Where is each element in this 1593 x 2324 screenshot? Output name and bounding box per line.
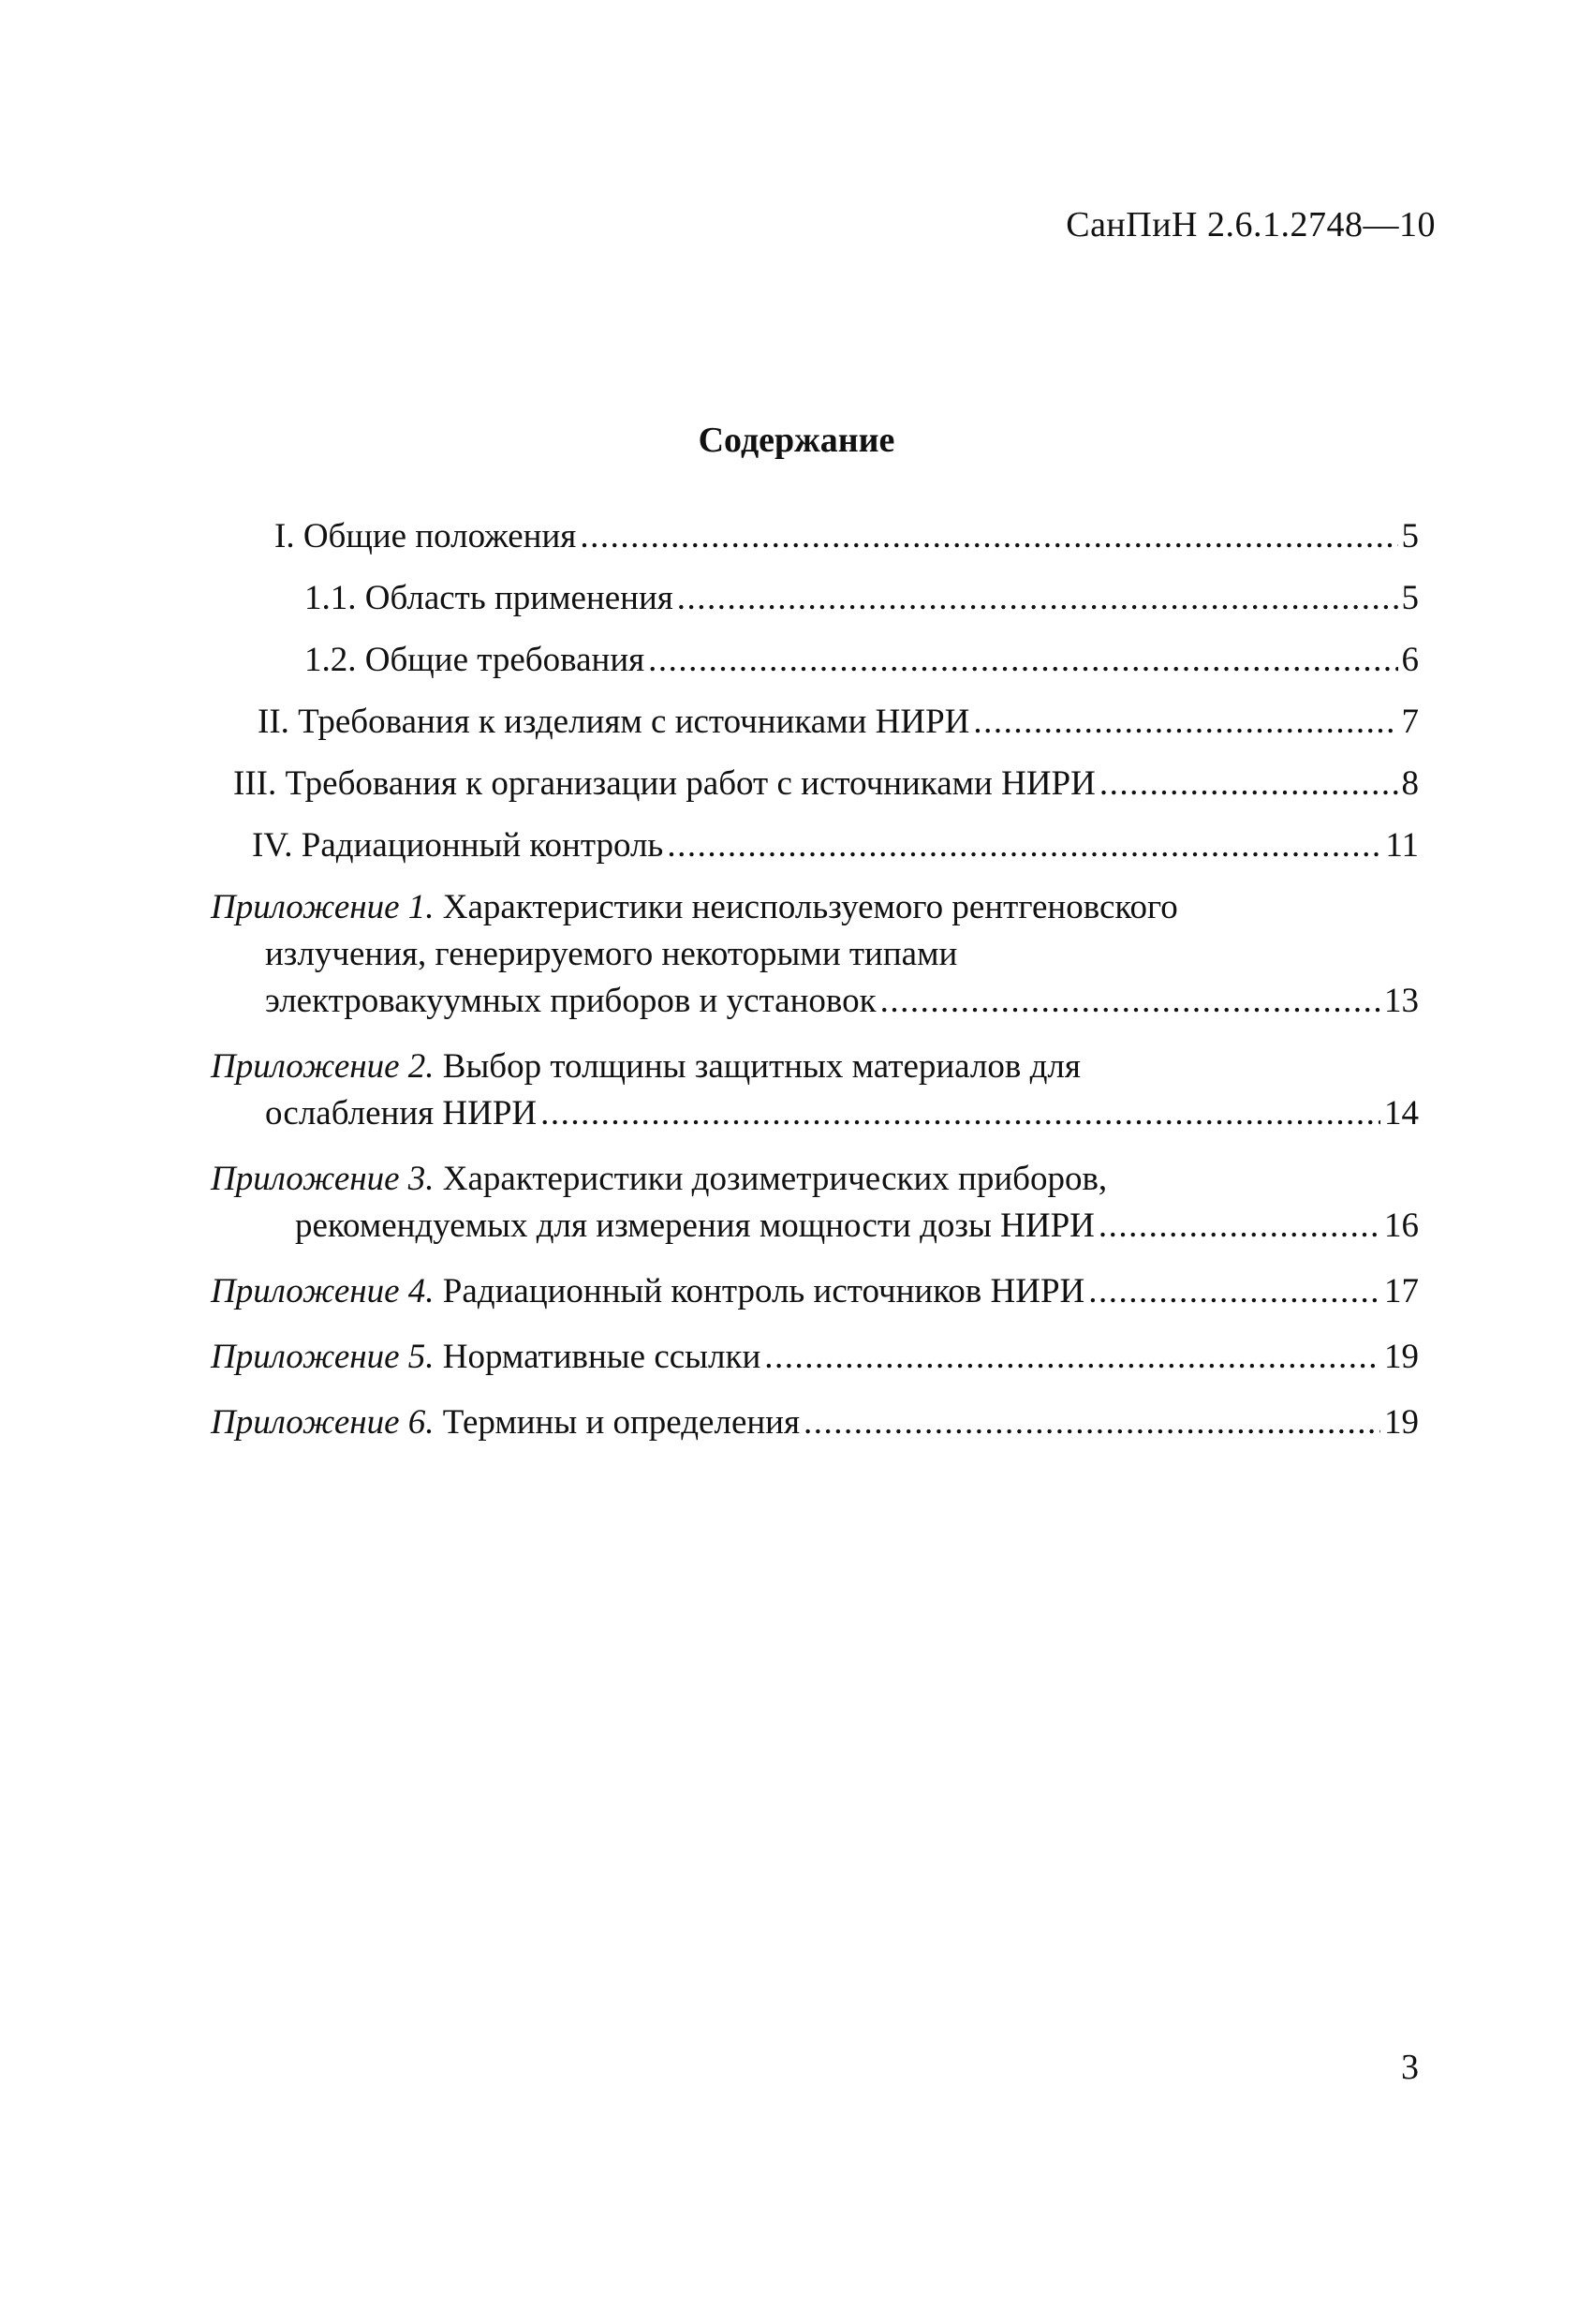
dot-leader [880, 978, 1380, 1025]
toc-entry-page: 14 [1384, 1094, 1419, 1132]
appendix-title-line: излучения, генерируемого некоторыми типами [265, 935, 958, 973]
toc-entry-page: 7 [1401, 703, 1419, 741]
toc-entry-page: 8 [1401, 764, 1419, 803]
toc-entry-page: 19 [1384, 1338, 1419, 1376]
appendix-prefix: Приложение 4. [211, 1272, 435, 1310]
dot-leader [677, 575, 1398, 622]
toc-entry-page: 17 [1384, 1272, 1419, 1310]
toc-entry-label: IV. Радиационный контроль [252, 826, 664, 865]
toc-entry-label: II. Требования к изделиям с источниками НИРИ [258, 703, 970, 741]
dot-leader [1099, 761, 1398, 807]
toc-entry-label: 1.1. Область применения [304, 579, 673, 617]
toc-entry-page: 5 [1401, 517, 1419, 555]
appendix-prefix: Приложение 1. [211, 888, 435, 926]
toc-entry-label: I. Общие положения [274, 517, 577, 555]
dot-leader [648, 637, 1397, 684]
appendix-prefix: Приложение 3. [211, 1160, 435, 1198]
appendix-title-line: Характеристики неиспользуемого рентгеновского [442, 888, 1178, 926]
dot-leader [1088, 1268, 1380, 1315]
toc-title: Содержание [698, 421, 895, 460]
dot-leader [973, 699, 1397, 746]
toc-entry-section-1-2 [211, 637, 1419, 684]
dot-leader [580, 513, 1397, 560]
toc-appendix-3 [211, 1156, 1419, 1250]
toc-appendix-4 [211, 1268, 1419, 1315]
appendix-title-line: Характеристики дозиметрических приборов, [442, 1160, 1108, 1198]
toc-entry-section-3 [211, 761, 1419, 807]
toc-appendix-5 [211, 1334, 1419, 1381]
dot-leader [804, 1399, 1380, 1446]
toc-entry-page: 16 [1384, 1206, 1419, 1245]
appendix-title-line: рекомендуемых для измерения мощности дозы НИРИ [295, 1206, 1095, 1245]
toc-appendix-1 [211, 884, 1419, 1025]
toc-entry-section-4 [211, 822, 1419, 869]
toc-entry-section-1 [211, 513, 1419, 560]
appendix-prefix: Приложение 6. [211, 1403, 435, 1442]
toc-appendix-2 [211, 1044, 1419, 1137]
dot-leader [667, 822, 1381, 869]
toc-entry-page: 5 [1401, 579, 1419, 617]
page-number: 3 [1401, 2048, 1419, 2087]
toc-entry-section-1-1 [211, 575, 1419, 622]
table-of-contents [211, 513, 1419, 1465]
toc-entry-label: 1.2. Общие требования [304, 641, 645, 679]
appendix-title-line: Радиационный контроль источников НИРИ [442, 1272, 1085, 1310]
appendix-prefix: Приложение 5. [211, 1338, 435, 1376]
document-code: СанПиН 2.6.1.2748—10 [1066, 205, 1436, 244]
appendix-prefix: Приложение 2. [211, 1047, 435, 1086]
appendix-title-line: электровакуумных приборов и установок [265, 982, 877, 1020]
dot-leader [540, 1090, 1380, 1137]
toc-entry-label: III. Требования к организации работ с источниками НИРИ [233, 764, 1096, 803]
toc-appendix-6 [211, 1399, 1419, 1446]
toc-entry-page: 13 [1384, 982, 1419, 1020]
toc-entry-page: 6 [1401, 641, 1419, 679]
dot-leader [1099, 1203, 1380, 1250]
toc-entry-page: 11 [1385, 826, 1419, 865]
toc-entry-section-2 [211, 699, 1419, 746]
appendix-title-line: ослабления НИРИ [265, 1094, 538, 1132]
toc-entry-page: 19 [1384, 1403, 1419, 1442]
appendix-title-line: Термины и определения [442, 1403, 800, 1442]
appendix-title-line: Выбор толщины защитных материалов для [442, 1047, 1081, 1086]
dot-leader [764, 1334, 1380, 1381]
appendix-title-line: Нормативные ссылки [442, 1338, 761, 1376]
